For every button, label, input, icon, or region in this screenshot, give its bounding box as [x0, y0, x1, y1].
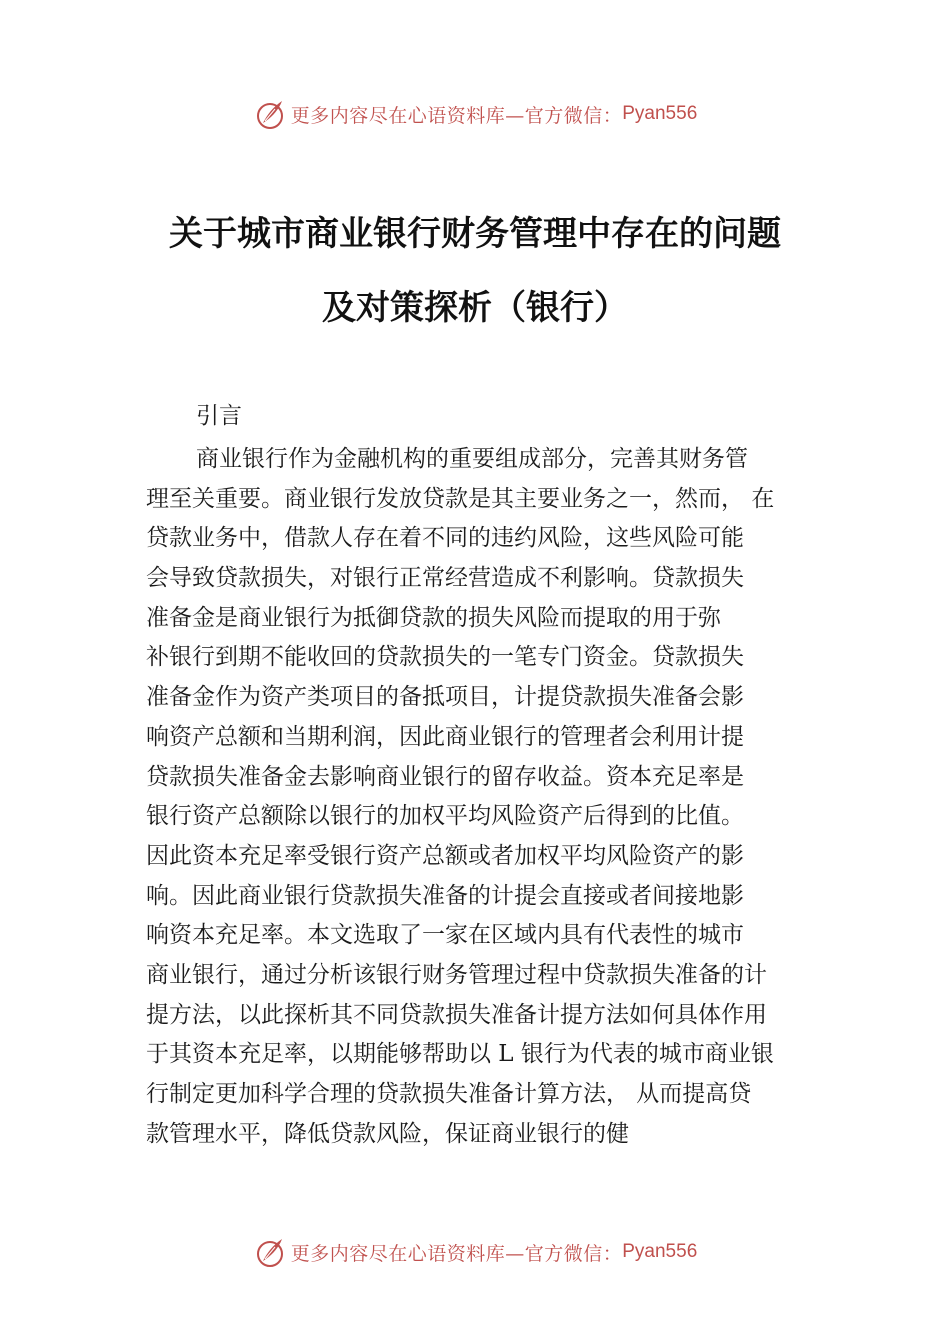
watermark-text: 更多内容尽在心语资料库—官方微信：	[290, 1242, 623, 1265]
section-heading: 引言	[196, 403, 242, 429]
paragraph-line: 商业银行作为金融机构的重要组成部分，完善其财务管	[196, 446, 748, 472]
paragraph-line: 于其资本充足率，以期能够帮助以 L 银行为代表的城市商业银	[146, 1041, 774, 1068]
watermark-wechat-id: Pyan556	[622, 103, 698, 124]
watermark-wechat-id: Pyan556	[622, 1241, 698, 1262]
paragraph-line: 行制定更加科学合理的贷款损失准备计算方法， 从而提高贷	[146, 1081, 752, 1107]
footer-watermark	[0, 1232, 950, 1272]
paragraph-line: 准备金作为资产类项目的备抵项目，计提贷款损失准备会影	[146, 684, 744, 711]
paragraph-line: 补银行到期不能收回的贷款损失的一笔专门资金。贷款损失	[146, 644, 744, 671]
paragraph-line: 商业银行，通过分析该银行财务管理过程中贷款损失准备的计	[146, 961, 767, 988]
paragraph-line: 准备金是商业银行为抵御贷款的损失风险而提取的用于弥	[146, 604, 721, 631]
header-watermark	[0, 94, 950, 134]
quill-circle-icon	[253, 1235, 287, 1269]
quill-circle-icon	[253, 97, 287, 131]
paragraph-line: 响。因此商业银行贷款损失准备的计提会直接或者间接地影	[146, 882, 744, 909]
paragraph-line: 会导致贷款损失，对银行正常经营造成不利影响。贷款损失	[146, 565, 744, 592]
paragraph-line: 因此资本充足率受银行资产总额或者加权平均风险资产的影	[146, 842, 744, 869]
paragraph-line: 提方法，以此探析其不同贷款损失准备计提方法如何具体作用	[146, 1001, 767, 1028]
document-title-line-2: 及对策探析（银行）	[322, 288, 628, 328]
document-title-line-1: 关于城市商业银行财务管理中存在的问题	[169, 214, 781, 254]
body-paragraph	[146, 440, 821, 1154]
paragraph-line: 银行资产总额除以银行的加权平均风险资产后得到的比值。	[146, 803, 744, 830]
paragraph-line: 响资本充足率。本文选取了一家在区域内具有代表性的城市	[146, 922, 744, 949]
paragraph-line: 理至关重要。商业银行发放贷款是其主要业务之一，然而， 在	[146, 485, 775, 512]
paragraph-line: 贷款业务中，借款人存在着不同的违约风险，这些风险可能	[146, 525, 744, 552]
watermark-text: 更多内容尽在心语资料库—官方微信：	[290, 104, 623, 127]
paragraph-line: 款管理水平，降低贷款风险，保证商业银行的健	[146, 1120, 629, 1147]
paragraph-line: 贷款损失准备金去影响商业银行的留存收益。资本充足率是	[146, 763, 744, 790]
paragraph-line: 响资产总额和当期利润，因此商业银行的管理者会利用计提	[146, 723, 744, 750]
